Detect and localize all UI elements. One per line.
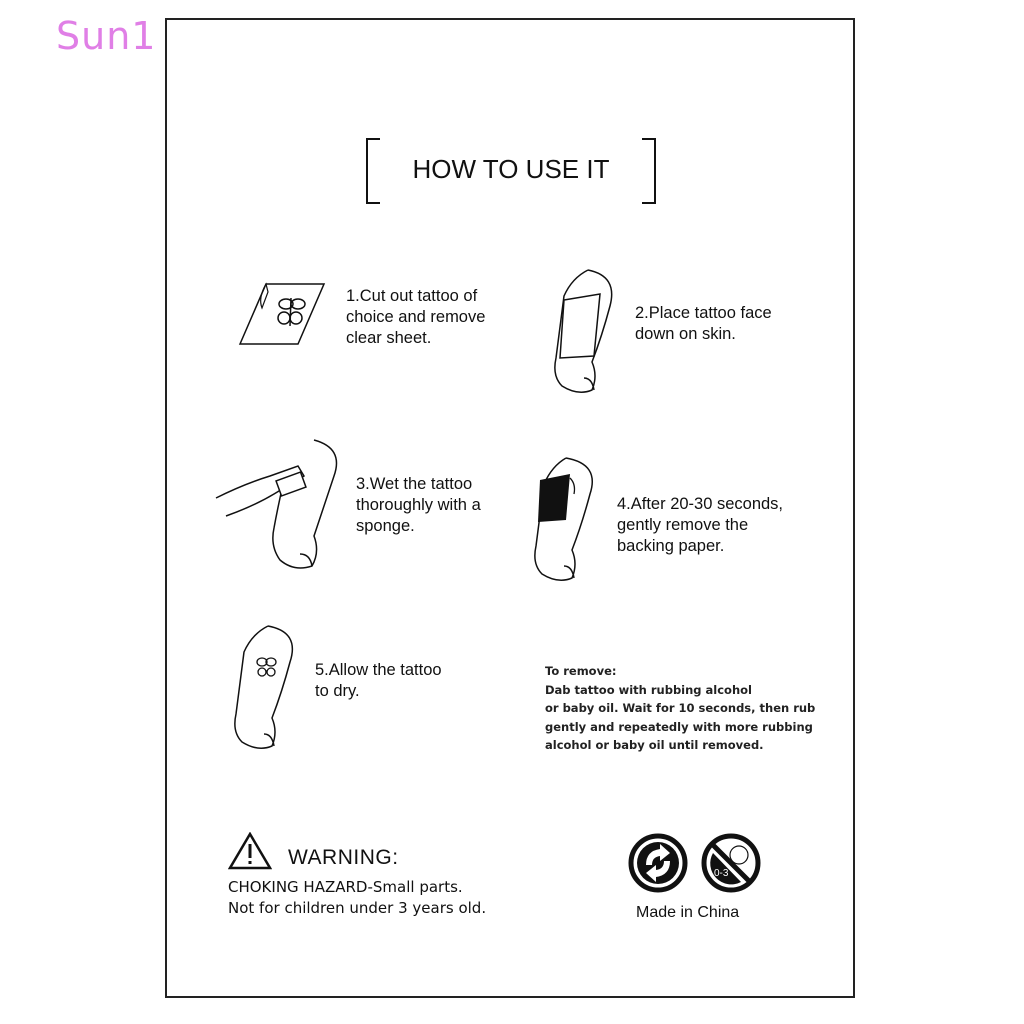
step-line: clear sheet.	[346, 329, 432, 347]
warning-line: CHOKING HAZARD-Small parts.	[228, 878, 463, 896]
step-line: gently remove the	[617, 516, 749, 534]
warning-heading: WARNING:	[288, 846, 399, 869]
step-line: choice and remove	[346, 308, 486, 326]
step-line: 1.Cut out tattoo of	[346, 287, 478, 305]
step-line: thoroughly with a	[356, 496, 481, 514]
step-line: 3.Wet the tattoo	[356, 475, 473, 493]
remove-line: To remove:	[545, 664, 617, 678]
page-title	[366, 138, 656, 202]
age-label: 0-3	[714, 868, 729, 879]
step-3	[356, 474, 481, 537]
green-dot-recycle-icon	[628, 833, 688, 893]
removal-instructions	[545, 662, 815, 755]
bracket-right	[642, 138, 656, 204]
dry-tattoo-illustration	[224, 622, 300, 754]
remove-backing-illustration	[526, 454, 600, 586]
step-4	[617, 494, 783, 557]
remove-line: gently and repeatedly with more rubbing	[545, 719, 813, 734]
step-line: 5.Allow the tattoo	[315, 661, 442, 679]
step-line: 4.After 20-30 seconds,	[617, 495, 784, 513]
step-5	[315, 660, 442, 702]
warning-line: Not for children under 3 years old.	[228, 899, 487, 917]
wet-sponge-illustration	[214, 436, 344, 576]
title-text: HOW TO USE IT	[412, 154, 610, 184]
made-in-label: Made in China	[636, 904, 740, 921]
watermark: Sun1	[56, 14, 157, 58]
remove-line: Dab tattoo with rubbing alcohol	[545, 682, 752, 697]
cut-tattoo-illustration	[236, 278, 328, 348]
step-2	[635, 303, 772, 345]
not-for-under-3-icon	[701, 833, 761, 893]
warning-triangle-icon	[228, 832, 272, 870]
step-line: to dry.	[315, 682, 360, 700]
step-1	[346, 286, 485, 349]
step-line: sponge.	[356, 517, 415, 535]
remove-line: or baby oil. Wait for 10 seconds, then rub	[545, 701, 816, 715]
place-tattoo-illustration	[548, 266, 618, 398]
remove-line: alcohol or baby oil until removed.	[545, 738, 764, 752]
step-line: down on skin.	[635, 325, 736, 343]
step-line: 2.Place tattoo face	[635, 304, 772, 322]
step-line: backing paper.	[617, 537, 725, 555]
